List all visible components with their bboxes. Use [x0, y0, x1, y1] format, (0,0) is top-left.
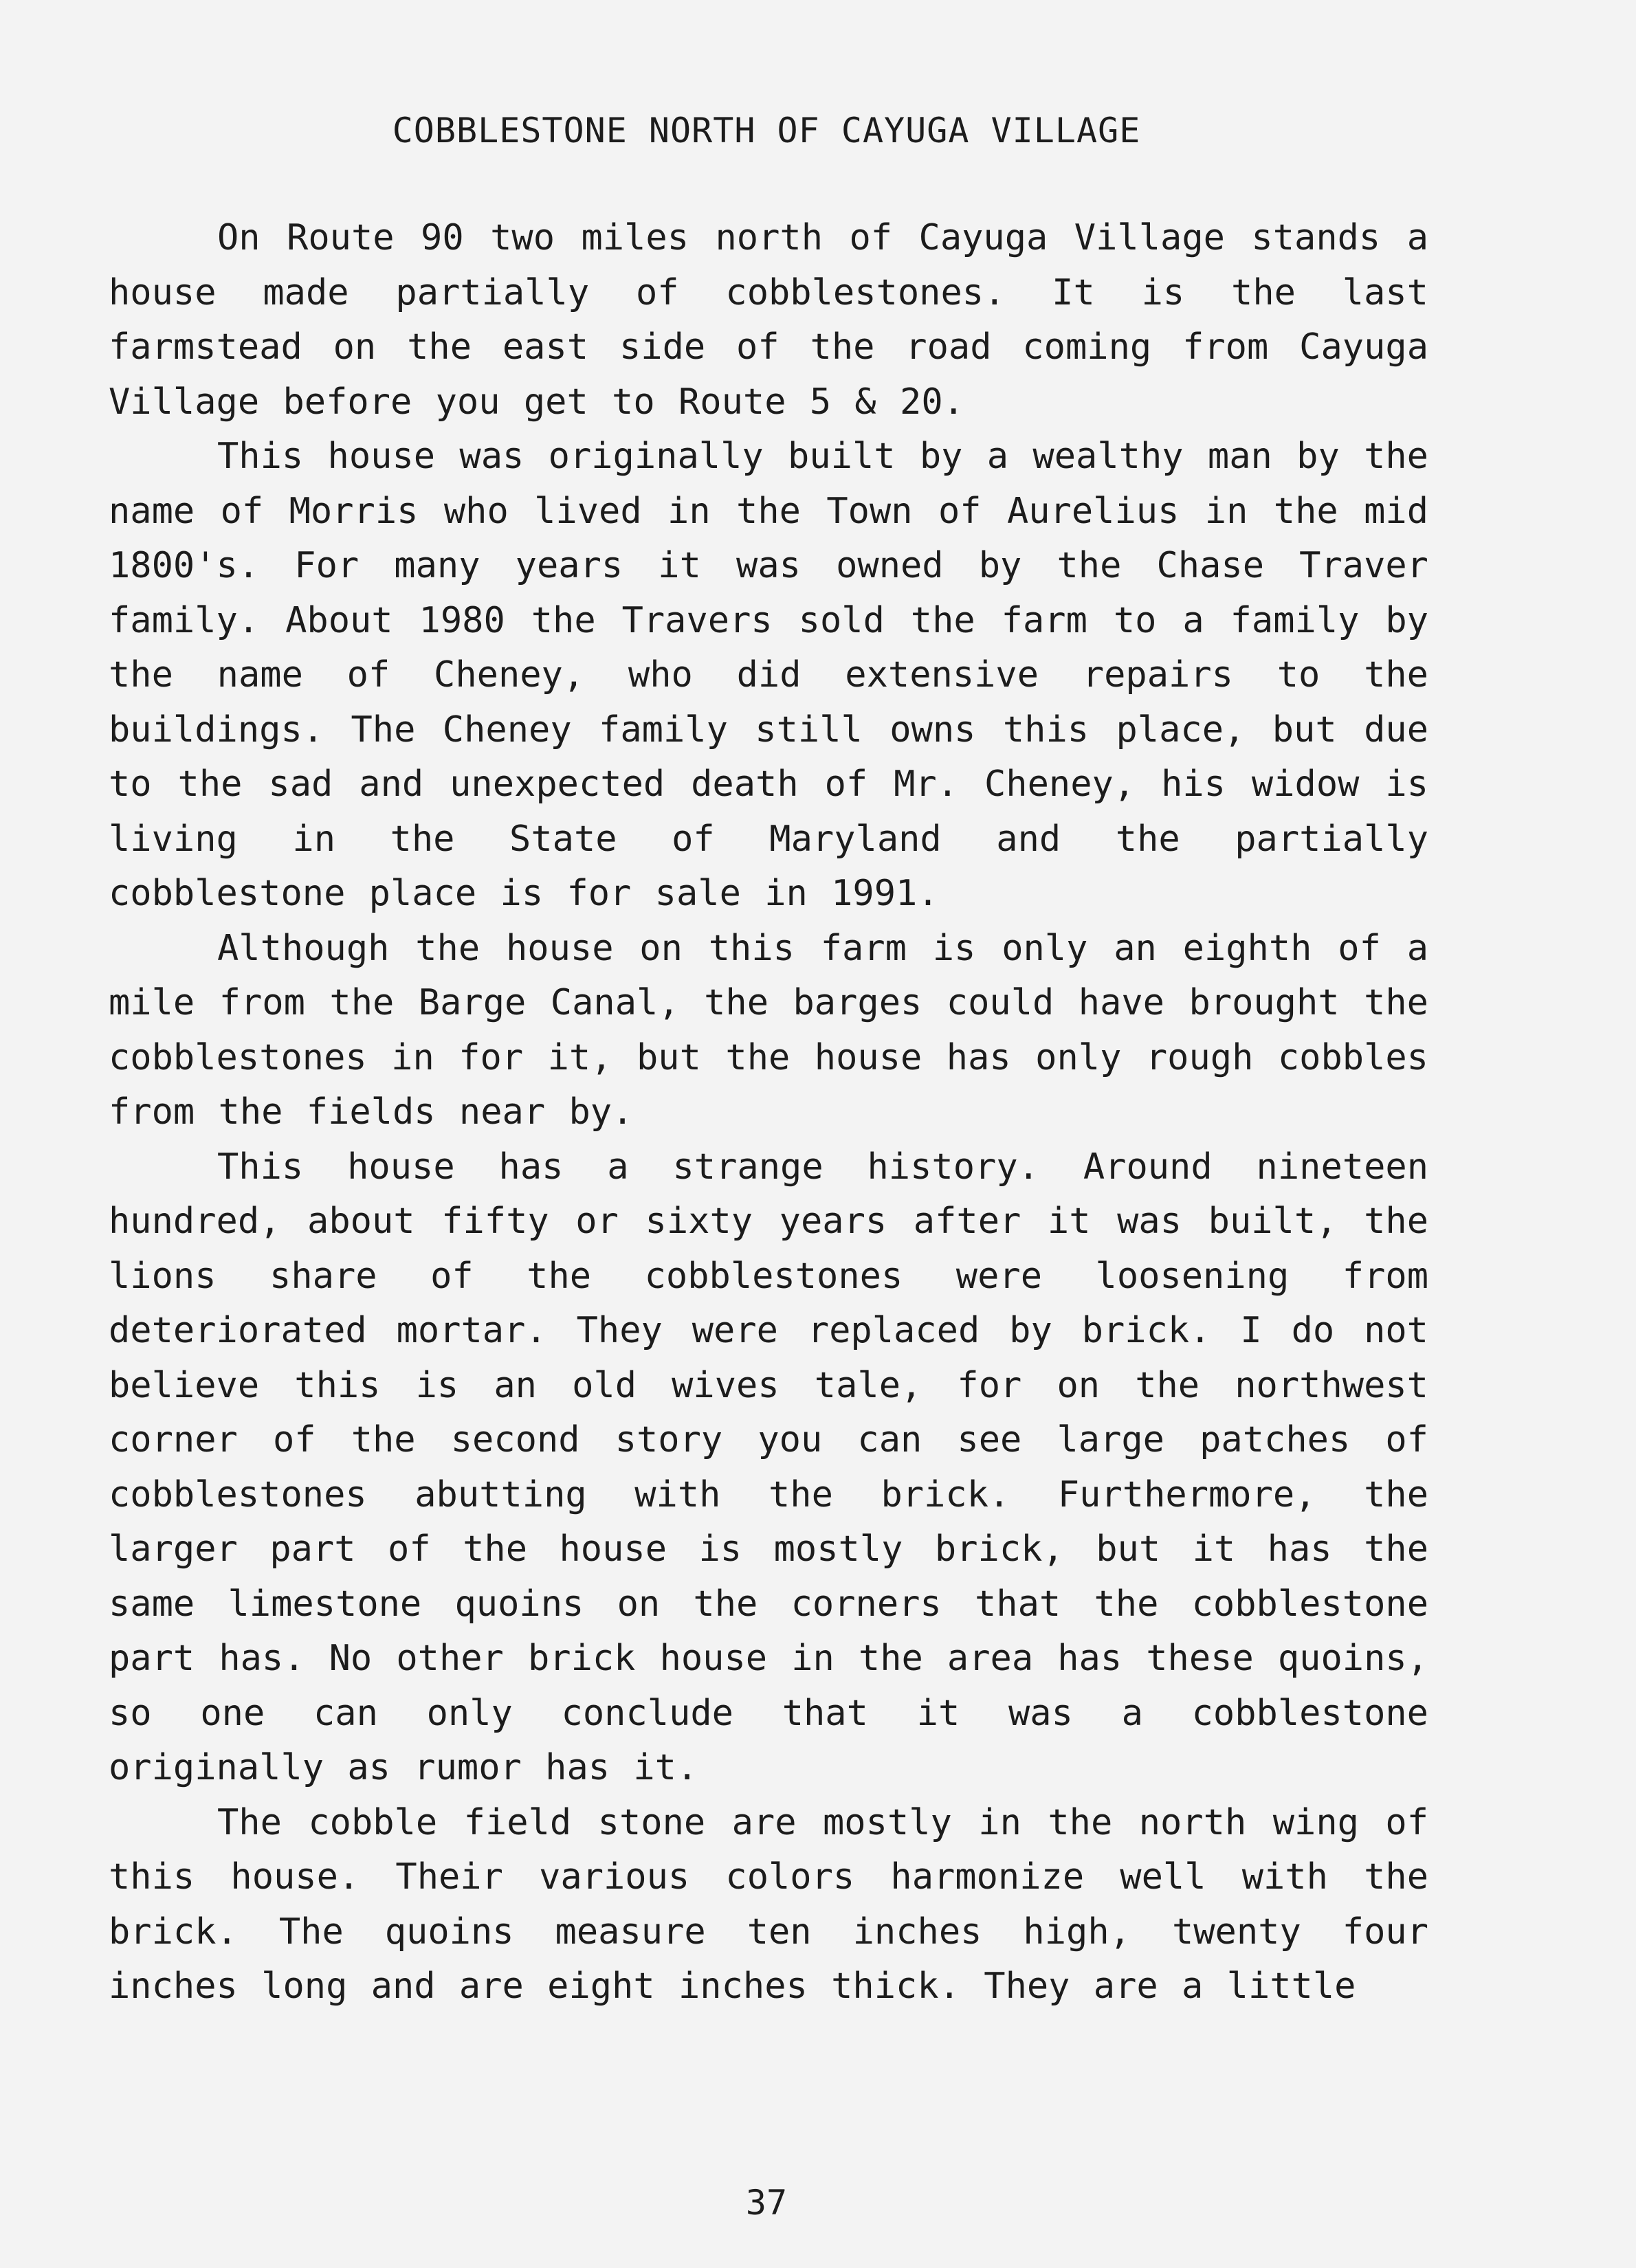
paragraph-4: This house has a strange history. Around nineteen hundred, about fifty or sixty years after it was built, the lions share of the cobblestones were loosening from deteriorated mortar. They were replaced by brick. I do not believe this is an old wives tale, for on the northwest corner of the second story you can see large patches of cobblestones abutting with the brick. Furthermore, the larger part of the house is mostly brick, but it has the same limestone quoins on the corners that the cobblestone part has. No other brick house in the area has these quoins, so one can only conclude that it was a cobblestone originally as rumor has it.: [109, 1146, 1428, 1788]
paragraph-1: On Route 90 two miles north of Cayuga Village stands a house made partially of cobblestones. It is the last farmstead on the east side of the road coming from Cayuga Village before you get to Route 5 & 20.: [109, 217, 1428, 423]
paragraph-2: This house was originally built by a wealthy man by the name of Morris who lived in the Town of Aurelius in the mid 1800's. For many years it was owned by the Chase Traver family. About 1980 the Travers sold the farm to a family by the name of Cheney, who did extensive repairs to the buildings. The Cheney family still owns this place, but due to the sad and unexpected death of Mr. Cheney, his widow is living in the State of Maryland and the partially cobblestone place is for sale in 1991.: [109, 436, 1428, 914]
page-number: 37: [745, 2183, 788, 2223]
paragraph-5: The cobble field stone are mostly in the north wing of this house. Their various colors harmonize well with the brick. The quoins measure ten inches high, twenty four inches long and are eight inches thick. They are a little: [109, 1801, 1428, 2007]
body-text: [109, 211, 1428, 2014]
page-title: COBBLESTONE NORTH OF CAYUGA VILLAGE: [392, 111, 1141, 151]
paragraph-3: Although the house on this farm is only an eighth of a mile from the Barge Canal, the barges could have brought the cobblestones in for it, but the house has only rough cobbles from the fields near by.: [109, 927, 1428, 1133]
